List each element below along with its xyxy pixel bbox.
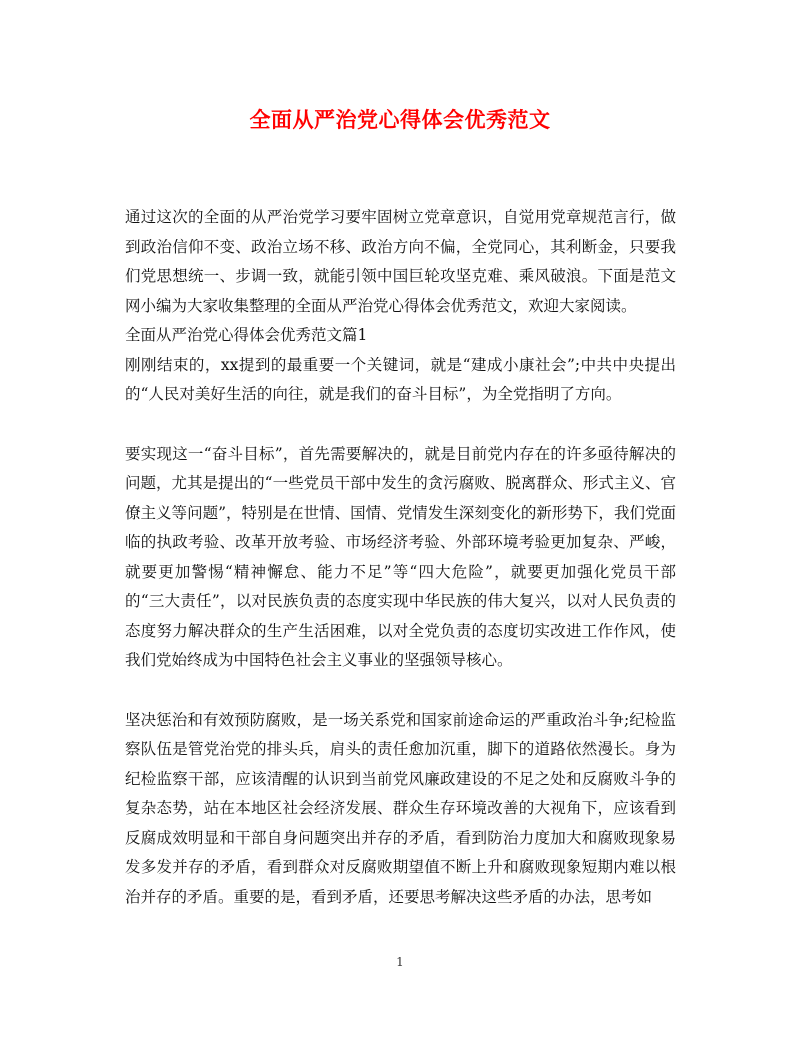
body-paragraph: 刚刚结束的，xx提到的最重要一个关键词，就是“建成小康社会”;中共中央提出的“人民对美好生活的向往，就是我们的奋斗目标”，为全党指明了方向。 [125, 355, 676, 403]
page-number: 1 [396, 955, 404, 969]
document-body [125, 203, 676, 912]
body-paragraph: 要实现这一“奋斗目标”，首先需要解决的，就是目前党内存在的许多亟待解决的问题，尤其是提出的“一些党员干部中发生的贪污腐败、脱离群众、形式主义、官僚主义等问题”，特别是在世情、国情、党情发生深刻变化的新形势下，我们党面临的执政考验、改革开放考验、市场经济考验、外部环境考验更加复杂、严峻，就要更加警惕“精神懈怠、能力不足”等“四大危险”，就要更加强化党员干部的“三大责任”，以对民族负责的态度实现中华民族的伟大复兴，以对人民负责的态度努力解决群众的生产生活困难，以对全党负责的态度切实改进工作作风，使我们党始终成为中国特色社会主义事业的坚强领导核心。 [125, 444, 676, 669]
section-heading: 全面从严治党心得体会优秀范文篇1 [125, 326, 368, 344]
intro-paragraph: 通过这次的全面的从严治党学习要牢固树立党章意识，自觉用党章规范言行，做到政治信仰不变、政治立场不移、政治方向不偏，全党同心，其利断金，只要我们党思想统一、步调一致，就能引领中国巨轮攻坚克难、乘风破浪。下面是范文网小编为大家收集整理的全面从严治党心得体会优秀范文，欢迎大家阅读。 [125, 208, 676, 315]
body-paragraph: 坚决惩治和有效预防腐败，是一场关系党和国家前途命运的严重政治斗争;纪检监察队伍是管党治党的排头兵，肩头的责任愈加沉重，脚下的道路依然漫长。身为纪检监察干部，应该清醒的认识到当前党风廉政建设的不足之处和反腐败斗争的复杂态势，站在本地区社会经济发展、群众生存环境改善的大视角下，应该看到反腐成效明显和干部自身问题突出并存的矛盾，看到防治力度加大和腐败现象易发多发并存的矛盾，看到群众对反腐败期望值不断上升和腐败现象短期内难以根治并存的矛盾。重要的是，看到矛盾，还要思考解决这些矛盾的办法，思考如 [125, 710, 676, 906]
document-title: 全面从严治党心得体会优秀范文 [249, 107, 551, 132]
